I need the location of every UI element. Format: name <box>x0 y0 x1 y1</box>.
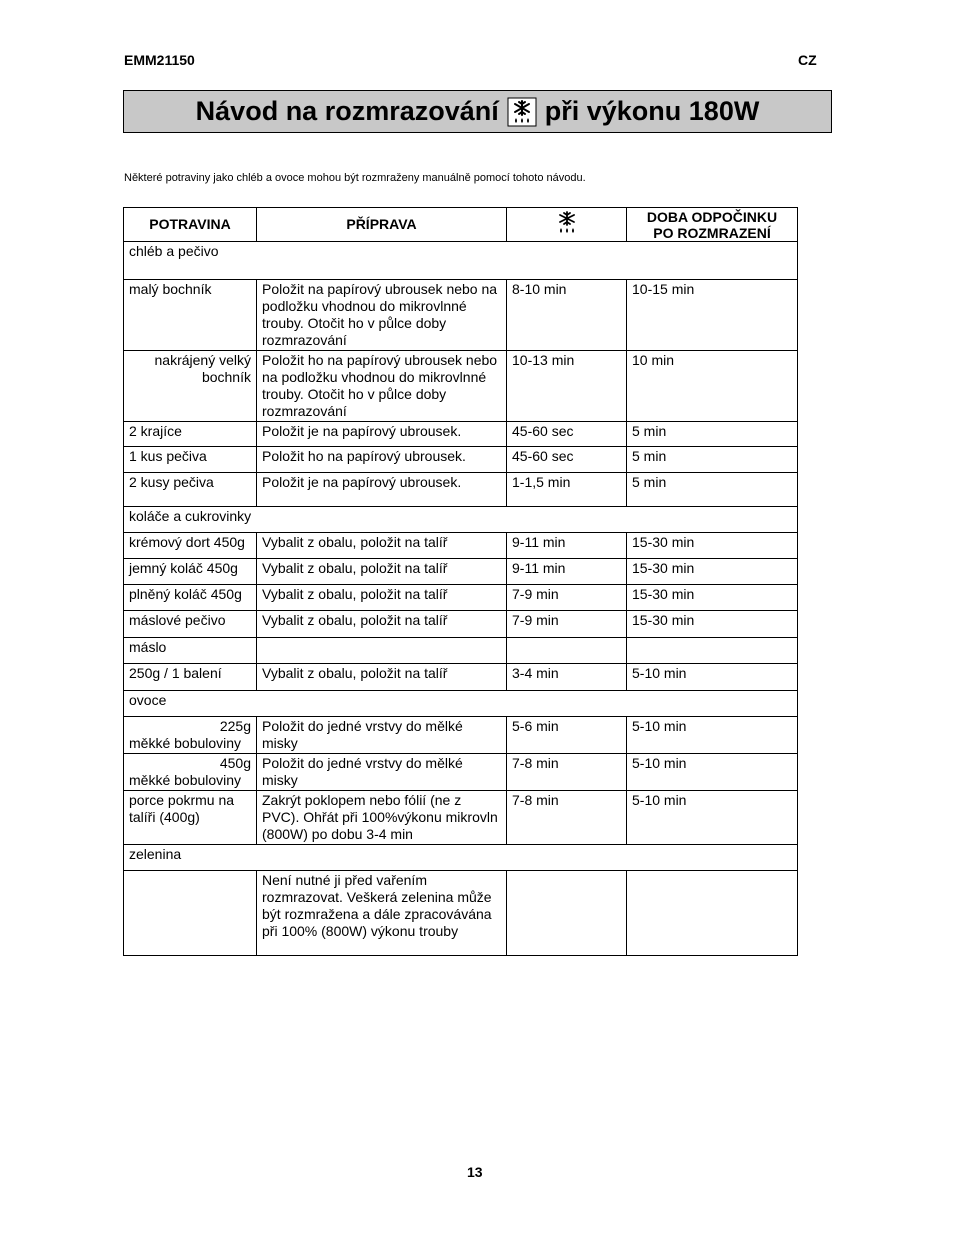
defrost-snowflake-icon <box>553 210 581 236</box>
time-cell: 5-6 min <box>507 717 627 754</box>
time-cell: 9-11 min <box>507 533 627 559</box>
time-cell: 7-9 min <box>507 611 627 638</box>
table-row <box>124 351 798 422</box>
rest-cell: 15-30 min <box>627 559 798 585</box>
rest-cell: 5 min <box>627 473 798 507</box>
food-cell: máslové pečivo <box>124 611 257 638</box>
prep-cell: Vybalit z obalu, položit na talíř <box>257 611 507 638</box>
header-rest-time <box>627 208 798 242</box>
header-defrost-time <box>507 208 627 242</box>
time-cell: 3-4 min <box>507 664 627 691</box>
food-name: měkké bobuloviny <box>129 735 242 751</box>
table-row <box>124 473 798 507</box>
prep-cell: Zakrýt poklopem nebo fólií (ne z PVC). Ohřát při 100%výkonu mikrovln (800W) po dobu 3-4 min <box>257 791 507 845</box>
table-row <box>124 754 798 791</box>
rest-cell: 15-30 min <box>627 585 798 611</box>
rest-cell <box>627 871 798 956</box>
table-row <box>124 717 798 754</box>
food-cell: nakrájený velký bochník <box>124 351 257 422</box>
table-row <box>124 533 798 559</box>
food-cell: krémový dort 450g <box>124 533 257 559</box>
category-label: zelenina <box>124 845 798 871</box>
prep-cell: Vybalit z obalu, položit na talíř <box>257 585 507 611</box>
food-name: měkké bobuloviny <box>129 772 242 788</box>
prep-cell: Není nutné ji před vařením rozmrazovat. Veškerá zelenina může být rozmražena a dále zpracovávána při 100% (800W) výkonu trouby <box>257 871 507 956</box>
table-row <box>124 791 798 845</box>
time-cell: 1-1,5 min <box>507 473 627 507</box>
rest-cell: 10 min <box>627 351 798 422</box>
time-cell: 9-11 min <box>507 559 627 585</box>
category-row <box>124 845 798 871</box>
food-cell: 1 kus pečiva <box>124 447 257 473</box>
prep-cell: Položit na papírový ubrousek nebo na podložku vhodnou do mikrovlnné trouby. Otočit ho v půlce doby rozmrazování <box>257 280 507 351</box>
page-number: 13 <box>467 1164 483 1180</box>
table-row <box>124 585 798 611</box>
food-cell: 2 kusy pečiva <box>124 473 257 507</box>
category-label: chléb a pečivo <box>124 242 798 280</box>
food-cell: porce pokrmu na talíři (400g) <box>124 791 257 845</box>
prep-cell: Položit ho na papírový ubrousek nebo na podložku vhodnou do mikrovlnné trouby. Otočit ho v půlce doby rozmrazování <box>257 351 507 422</box>
table-header-row <box>124 208 798 242</box>
table-row <box>124 447 798 473</box>
intro-text: Některé potraviny jako chléb a ovoce mohou být rozmraženy manuálně pomocí tohoto návodu. <box>124 172 586 184</box>
time-cell: 7-9 min <box>507 585 627 611</box>
defrost-snowflake-icon <box>507 97 537 127</box>
page-title <box>123 90 832 133</box>
table-row <box>124 280 798 351</box>
food-cell <box>124 754 257 791</box>
prep-cell: Položit do jedné vrstvy do mělké misky <box>257 717 507 754</box>
rest-cell: 10-15 min <box>627 280 798 351</box>
food-cell: plněný koláč 450g <box>124 585 257 611</box>
time-cell <box>507 638 627 664</box>
time-cell: 45-60 sec <box>507 447 627 473</box>
rest-cell: 5 min <box>627 422 798 447</box>
table-row <box>124 664 798 691</box>
defrost-table <box>123 207 798 956</box>
title-text-before: Návod na rozmrazování <box>195 96 499 126</box>
table-row <box>124 611 798 638</box>
rest-cell: 15-30 min <box>627 533 798 559</box>
category-row <box>124 507 798 533</box>
category-label: ovoce <box>124 691 798 717</box>
prep-cell: Položit je na papírový ubrousek. <box>257 473 507 507</box>
food-cell: jemný koláč 450g <box>124 559 257 585</box>
header-food: POTRAVINA <box>124 208 257 242</box>
time-cell <box>507 871 627 956</box>
prep-cell: Vybalit z obalu, položit na talíř <box>257 533 507 559</box>
rest-cell: 5-10 min <box>627 754 798 791</box>
rest-cell <box>627 638 798 664</box>
prep-cell: Vybalit z obalu, položit na talíř <box>257 559 507 585</box>
table-row <box>124 422 798 447</box>
food-cell: máslo <box>124 638 257 664</box>
table-row <box>124 871 798 956</box>
header-rest-line2: PO ROZMRAZENÍ <box>653 224 771 241</box>
time-cell: 45-60 sec <box>507 422 627 447</box>
table-row <box>124 559 798 585</box>
header-preparation: PŘÍPRAVA <box>257 208 507 242</box>
food-cell: 250g / 1 balení <box>124 664 257 691</box>
rest-cell: 5 min <box>627 447 798 473</box>
prep-cell: Položit ho na papírový ubrousek. <box>257 447 507 473</box>
prep-cell <box>257 638 507 664</box>
food-cell <box>124 871 257 956</box>
header-rest-line1: DOBA ODPOČINKU <box>646 208 778 225</box>
table-row <box>124 638 798 664</box>
food-weight: 450g <box>219 755 251 771</box>
food-cell: 2 krajíce <box>124 422 257 447</box>
language-code: CZ <box>798 52 817 68</box>
time-cell: 7-8 min <box>507 791 627 845</box>
time-cell: 8-10 min <box>507 280 627 351</box>
food-cell <box>124 717 257 754</box>
rest-cell: 5-10 min <box>627 717 798 754</box>
rest-cell: 5-10 min <box>627 664 798 691</box>
category-row <box>124 691 798 717</box>
time-cell: 7-8 min <box>507 754 627 791</box>
prep-cell: Položit do jedné vrstvy do mělké misky <box>257 754 507 791</box>
rest-cell: 15-30 min <box>627 611 798 638</box>
food-cell: malý bochník <box>124 280 257 351</box>
food-weight: 225g <box>219 718 251 734</box>
category-row <box>124 242 798 280</box>
title-text-after: při výkonu 180W <box>544 96 760 126</box>
prep-cell: Položit je na papírový ubrousek. <box>257 422 507 447</box>
category-label: koláče a cukrovinky <box>124 507 798 533</box>
rest-cell: 5-10 min <box>627 791 798 845</box>
model-number: EMM21150 <box>124 52 195 68</box>
prep-cell: Vybalit z obalu, položit na talíř <box>257 664 507 691</box>
time-cell: 10-13 min <box>507 351 627 422</box>
